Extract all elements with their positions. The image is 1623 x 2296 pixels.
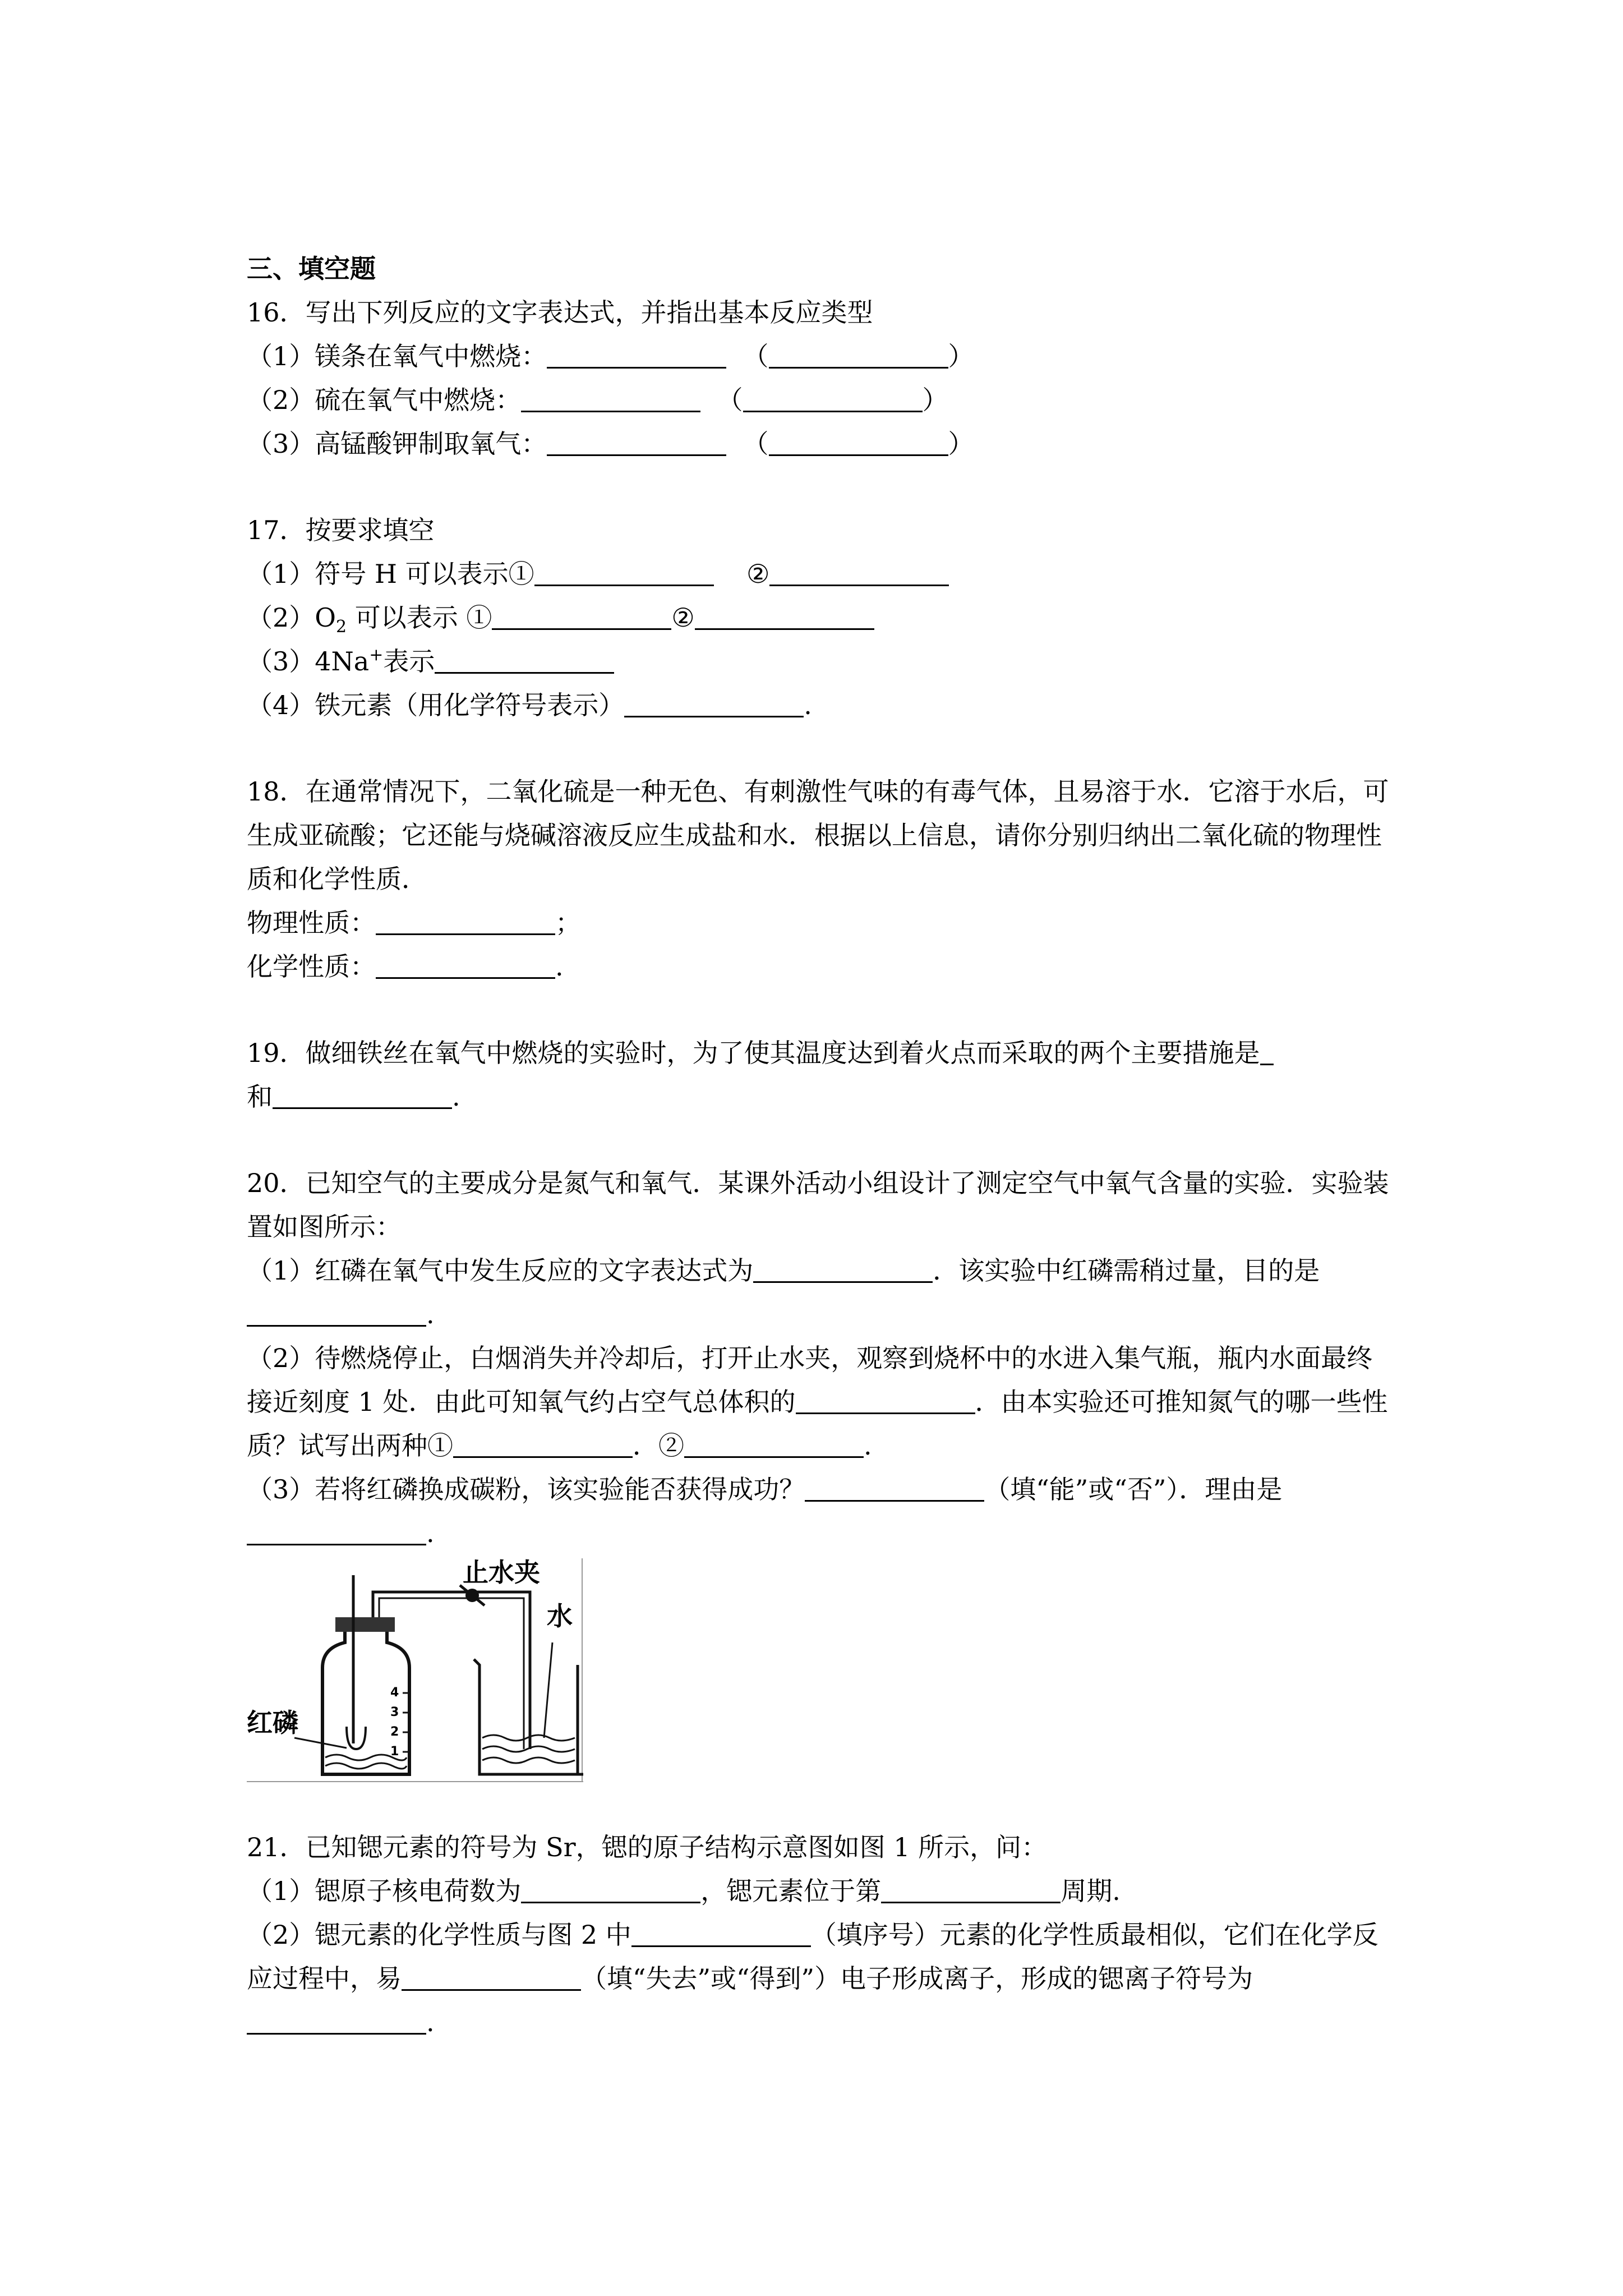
q20-part-3: （3）若将红磷换成碳粉，该实验能否获得成功？ （填“能”或“否”）．理由是. [247,1467,1391,1555]
q21-part-2: （2）锶元素的化学性质与图 2 中 （填序号）元素的化学性质最相似，它们在化学反应过程中，易 （填“失去”或“得到”）电子形成离子，形成的锶离子符号为. [247,1913,1391,2044]
scale-mark: 4 [390,1686,399,1700]
answer-blank[interactable] [247,2005,426,2035]
answer-blank[interactable] [695,600,874,630]
answer-blank[interactable] [521,1874,700,1903]
q16-item-3: （3）高锰酸钾制取氧气： （ ） [247,422,1391,466]
answer-blank[interactable] [521,383,700,412]
q18-chemical: 化学性质： . [247,945,1391,988]
q17-item-2: $(2)O_2$ 可以表示 ① ② [247,596,1391,639]
answer-blank[interactable] [547,426,726,456]
section-title: 三、填空题 [247,254,376,284]
clamp-label: 止水夹 [463,1557,540,1588]
answer-blank[interactable] [631,1917,811,1947]
answer-blank[interactable] [273,1079,452,1109]
apparatus-figure [247,1558,583,1783]
answer-blank[interactable] [492,600,671,630]
q16-item-1: （1）镁条在氧气中燃烧： （ ） [247,334,1391,378]
q19-text: 19．做细铁丝在氧气中燃烧的实验时，为了使其温度达到着火点而采取的两个主要措施是 [247,1031,1391,1075]
q16-item-2: （2）硫在氧气中燃烧： （ ） [247,378,1391,422]
answer-blank[interactable] [453,1428,633,1458]
answer-blank[interactable] [376,905,555,935]
answer-blank[interactable] [376,949,555,979]
scale-mark: 1 [390,1745,399,1759]
answer-blank[interactable] [435,644,614,674]
answer-blank[interactable] [624,688,804,717]
q18-physical: 物理性质： ； [247,901,1391,945]
answer-blank[interactable] [1260,1036,1274,1065]
answer-blank[interactable] [881,1874,1061,1903]
scale-mark: 3 [390,1705,399,1719]
water-label: 水 [547,1601,573,1631]
answer-blank[interactable] [247,1516,426,1545]
scale-mark: 2 [390,1725,399,1739]
answer-blank[interactable] [247,1297,426,1327]
answer-blank[interactable] [402,1961,581,1991]
q21-part-1: （1）锶原子核电荷数为 ，锶元素位于第 周期. [247,1869,1391,1913]
phosphorus-label: 红磷 [247,1708,298,1738]
answer-blank[interactable] [805,1472,984,1502]
answer-blank[interactable] [753,1253,933,1283]
answer-blank[interactable] [769,426,948,456]
answer-blank[interactable] [534,556,714,586]
answer-blank[interactable] [684,1428,864,1458]
q19-line-2: 和 . [247,1075,1391,1119]
q17-item-1: （1）符号 H 可以表示① ② [247,552,1391,596]
q16-stem: 16．写出下列反应的文字表达式，并指出基本反应类型 [247,297,873,328]
q20-stem: 20．已知空气的主要成分是氮气和氧气．某课外活动小组设计了测定空气中氧气含量的实验．实验装置如图所示： [247,1168,1389,1242]
answer-blank[interactable] [769,556,949,586]
apparatus-drawing [247,1558,583,1783]
q17-item-4: （4）铁元素（用化学符号表示） . [247,683,1391,727]
q17-stem: 17．按要求填空 [247,515,435,545]
q20-part-2: （2）待燃烧停止，白烟消失并冷却后，打开止水夹，观察到烧杯中的水进入集气瓶，瓶内水面最终接近刻度 1 处．由此可知氧气约占空气总体积的 ．由本实验还可推知氮气的哪一些性质？试写出两种① ．② . [247,1343,1388,1461]
answer-blank[interactable] [796,1384,975,1414]
q21-stem: 21．已知锶元素的符号为 Sr，锶的原子结构示意图如图 1 所示，问： [247,1832,1048,1862]
answer-blank[interactable] [743,383,923,412]
q18-text: 18．在通常情况下，二氧化硫是一种无色、有刺激性气味的有毒气体，且易溶于水．它溶于水后，可生成亚硫酸；它还能与烧碱溶液反应生成盐和水．根据以上信息，请你分别归纳出二氧化硫的物理性质和化学性质． [247,776,1389,894]
answer-blank[interactable] [769,339,948,369]
question-sheet [247,247,1391,2044]
q20-part-1: （1）红磷在氧气中发生反应的文字表达式为 ．该实验中红磷需稍过量，目的是. [247,1249,1391,1336]
answer-blank[interactable] [547,339,726,369]
q17-item-3: （3）4Na+表示 [247,639,1391,683]
